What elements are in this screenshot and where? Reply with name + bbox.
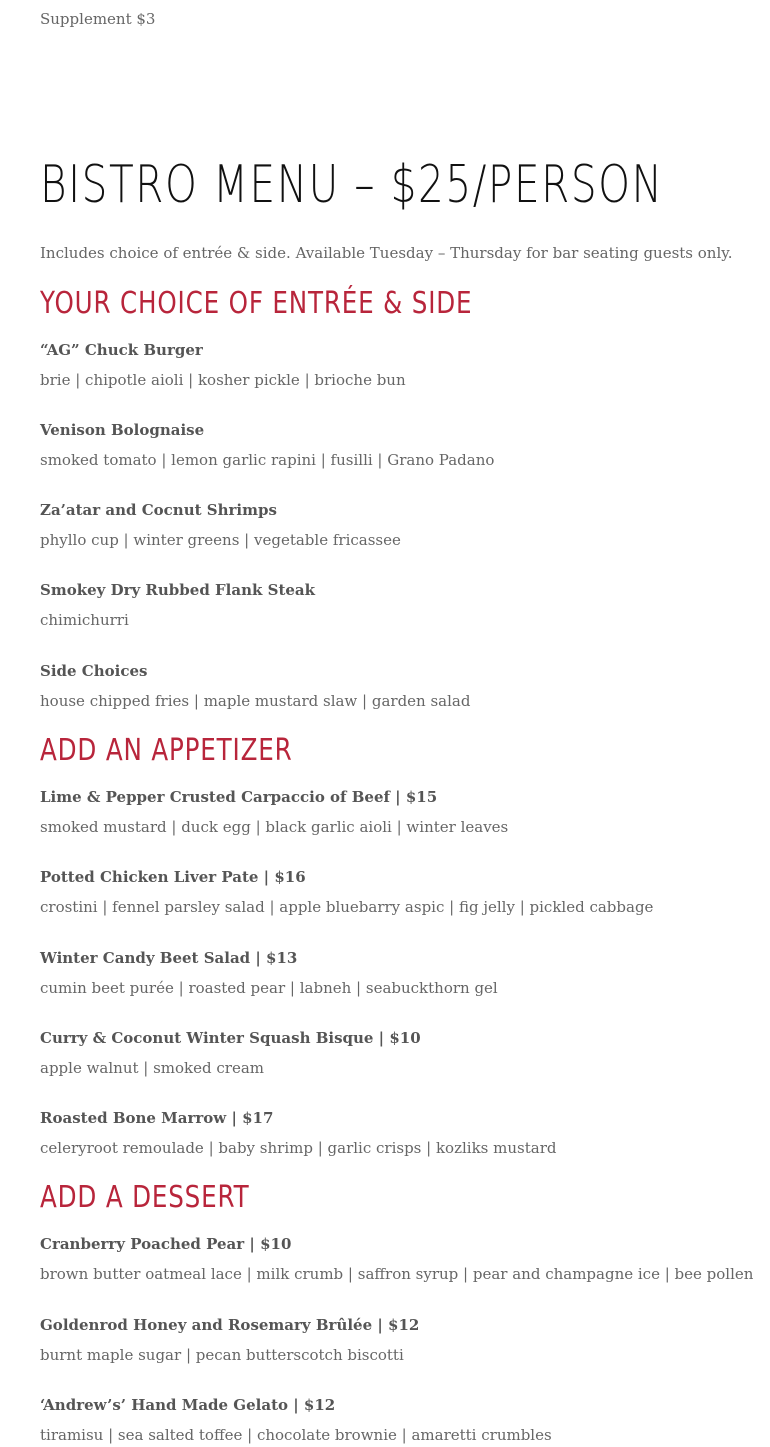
menu-item	[40, 500, 760, 550]
menu-item-name: Za’atar and Cocnut Shrimps	[40, 501, 277, 519]
page-title: BISTRO MENU – $25/PERSON	[40, 155, 664, 215]
supplement-note: Supplement $3	[40, 10, 156, 28]
menu-item-name: Cranberry Poached Pear | $10	[40, 1235, 292, 1253]
menu-item-description: burnt maple sugar | pecan butterscotch biscotti	[40, 1346, 404, 1364]
section-heading: ADD A DESSERT	[40, 1180, 250, 1215]
section-heading: YOUR CHOICE OF ENTRÉE & SIDE	[40, 286, 473, 321]
menu-item-description: smoked tomato | lemon garlic rapini | fusilli | Grano Padano	[40, 451, 495, 469]
menu-item-name: Potted Chicken Liver Pate | $16	[40, 868, 306, 886]
menu-item	[40, 1315, 760, 1365]
menu-item-name: “AG” Chuck Burger	[40, 341, 203, 359]
menu-item	[40, 1108, 760, 1158]
menu-item-description: phyllo cup | winter greens | vegetable fricassee	[40, 531, 401, 549]
menu-item-description: brie | chipotle aioli | kosher pickle | brioche bun	[40, 371, 406, 389]
menu-item-description: crostini | fennel parsley salad | apple bluebarry aspic | fig jelly | pickled cabbage	[40, 898, 654, 916]
menu-item-name: Side Choices	[40, 662, 148, 680]
menu-item	[40, 661, 760, 711]
menu-item	[40, 1028, 760, 1078]
menu-item	[40, 340, 760, 390]
menu-item-description: smoked mustard | duck egg | black garlic aioli | winter leaves	[40, 818, 509, 836]
menu-item-name: Roasted Bone Marrow | $17	[40, 1109, 274, 1127]
section-appetizer	[40, 734, 740, 768]
menu-item-description: tiramisu | sea salted toffee | chocolate brownie | amaretti crumbles	[40, 1426, 552, 1444]
menu-item-description: cumin beet purée | roasted pear | labneh | seabuckthorn gel	[40, 979, 498, 997]
menu-item	[40, 787, 760, 837]
menu-intro: Includes choice of entrée & side. Available Tuesday – Thursday for bar seating guests only.	[40, 244, 733, 262]
menu-item-name: Smokey Dry Rubbed Flank Steak	[40, 581, 316, 599]
menu-item-name: Venison Bolognaise	[40, 421, 205, 439]
section-heading: ADD AN APPETIZER	[40, 733, 293, 768]
section-entree-side	[40, 287, 740, 321]
menu-item-name: Goldenrod Honey and Rosemary Brûlée | $12	[40, 1316, 420, 1334]
menu-item-description: house chipped fries | maple mustard slaw | garden salad	[40, 692, 471, 710]
menu-item-name: Winter Candy Beet Salad | $13	[40, 949, 298, 967]
menu-item	[40, 580, 760, 630]
section-dessert	[40, 1181, 740, 1215]
menu-item-description: celeryroot remoulade | baby shrimp | garlic crisps | kozliks mustard	[40, 1139, 557, 1157]
menu-item	[40, 1234, 760, 1284]
menu-item-description: chimichurri	[40, 611, 129, 629]
menu-item-description: apple walnut | smoked cream	[40, 1059, 265, 1077]
menu-item	[40, 948, 760, 998]
menu-item-name: ‘Andrew’s’ Hand Made Gelato | $12	[40, 1396, 336, 1414]
menu-item	[40, 420, 760, 470]
menu-item-name: Curry & Coconut Winter Squash Bisque | $10	[40, 1029, 421, 1047]
menu-item-description: brown butter oatmeal lace | milk crumb | saffron syrup | pear and champagne ice | bee pollen	[40, 1265, 754, 1283]
menu-item	[40, 867, 760, 917]
menu-item-name: Lime & Pepper Crusted Carpaccio of Beef | $15	[40, 788, 438, 806]
menu-item	[40, 1395, 760, 1445]
